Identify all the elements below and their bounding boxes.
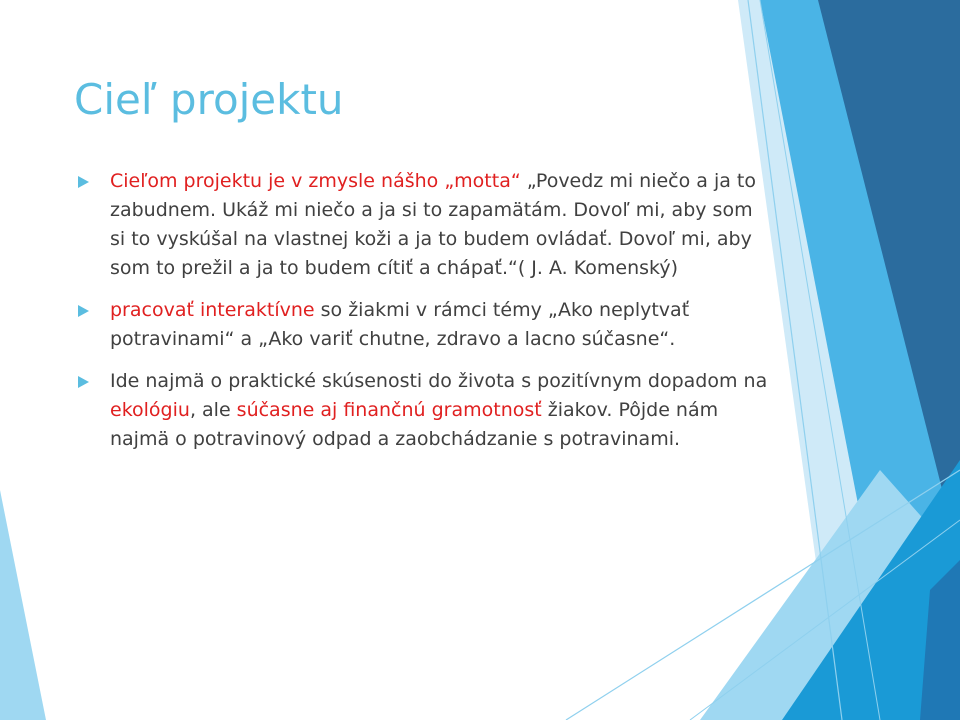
bullet-text-after: žiakov. Pôjde nám najmä o potravinový odpad a zaobchádzanie s potravinami. <box>110 399 719 450</box>
bullet-text: „Povedz mi niečo a ja to zabudnem. Ukáž mi niečo a ja si to zapamätám. Dovoľ mi, aby som si to vyskúšal na vlastnej koži a ja to budem ovládať. Dovoľ mi, aby som to prežil a ja to budem cítiť a chápať.“( J. A. Komenský) <box>110 170 756 279</box>
triangle-right-icon <box>78 376 89 388</box>
bullet-highlight: pracovať interaktívne <box>110 299 315 321</box>
bullet-text: so žiakmi v rámci témy „Ako neplytvať potravinami“ a „Ako variť chutne, zdravo a lacno súčasne“. <box>110 299 690 350</box>
bullet-item-motto <box>72 167 772 283</box>
bullet-item-interactive <box>72 296 772 354</box>
bullet-text-middle: , ale <box>189 399 237 421</box>
left-accent-shape <box>0 490 46 720</box>
triangle-right-icon <box>78 305 89 317</box>
bullet-highlight-financial: súčasne aj finančnú gramotnosť <box>236 399 542 421</box>
bullet-text-before: Ide najmä o praktické skúsenosti do života s pozitívnym dopadom na <box>110 370 768 392</box>
bullet-item-experience <box>72 367 772 454</box>
bullet-highlight: Cieľom projektu je v zmysle nášho „motta“ <box>110 170 521 192</box>
bullet-highlight-ecology: ekológiu <box>110 399 190 421</box>
bullet-list <box>72 167 772 454</box>
slide-title: Cieľ projektu <box>74 75 344 124</box>
triangle-right-icon <box>78 176 89 188</box>
